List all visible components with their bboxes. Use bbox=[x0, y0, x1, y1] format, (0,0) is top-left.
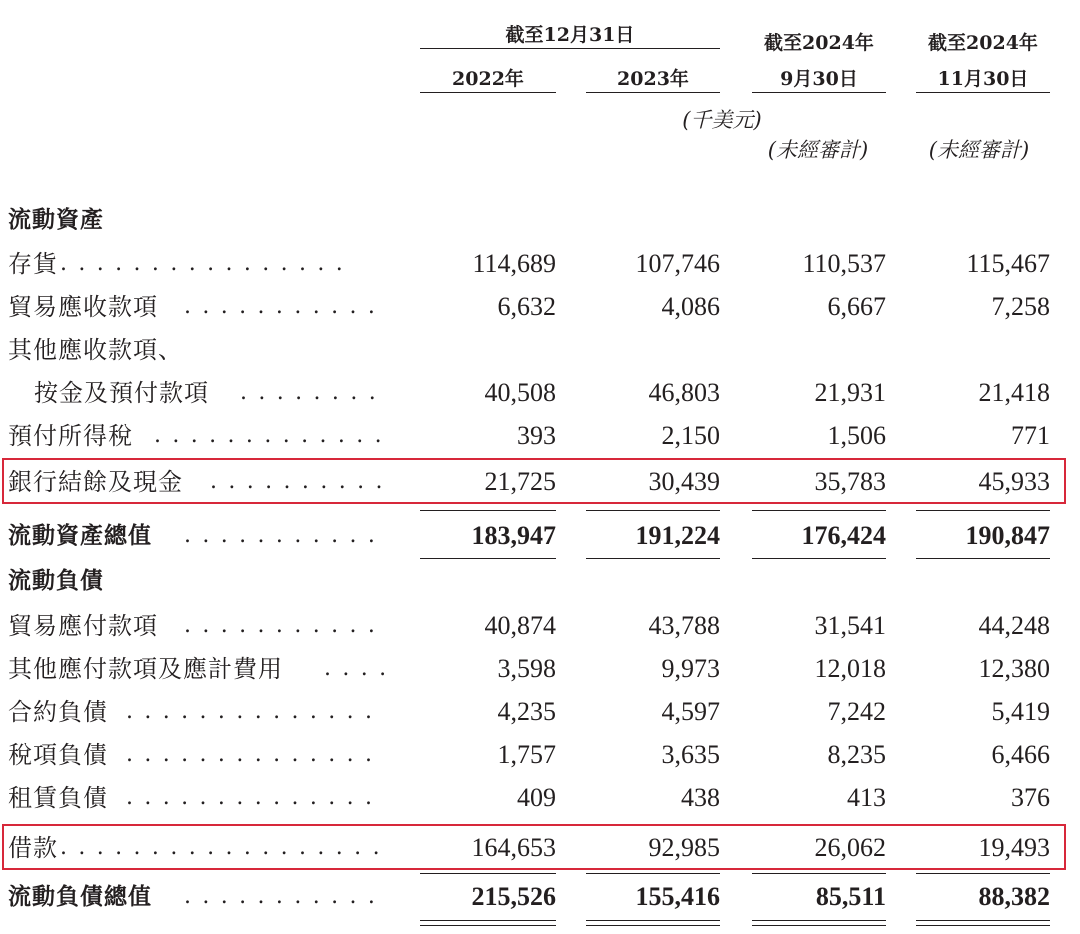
row-label: 預付所得稅 bbox=[8, 422, 133, 450]
leader-dots: . . . . . . . . . . . . . . . . . . bbox=[60, 835, 382, 860]
table-row-trade-receivables bbox=[0, 287, 1080, 327]
table-row-total-current-assets bbox=[0, 516, 1080, 556]
total-rule-2023 bbox=[586, 558, 720, 559]
leader-dots: . . . . . . . . . . . . . bbox=[154, 423, 384, 448]
cell-2022: 393 bbox=[517, 421, 556, 450]
leader-dots: . . . . . . . . . . . . . . bbox=[126, 785, 375, 810]
cell-2022: 114,689 bbox=[472, 249, 556, 278]
cell-nov2024: 44,248 bbox=[978, 611, 1050, 640]
leader-dots: . . . . . . . . . . . bbox=[184, 884, 378, 909]
row-label: 存貨 bbox=[8, 250, 58, 278]
table-row-total-current-liabilities bbox=[0, 877, 1080, 917]
leader-dots: . . . . . . . . . . bbox=[210, 469, 385, 494]
leader-dots: . . . . . . . . . . . . . . bbox=[126, 742, 375, 767]
cell-2023: 4,597 bbox=[661, 697, 720, 726]
cell-sep2024: 85,511 bbox=[815, 882, 886, 911]
header-rule-nov2024 bbox=[916, 92, 1050, 93]
row-label: 其他應收款項、 bbox=[8, 336, 183, 364]
cell-nov2024: 771 bbox=[1011, 421, 1050, 450]
double-rule-nov2024 bbox=[916, 920, 1050, 926]
header-rule-2023 bbox=[586, 92, 720, 93]
row-label: 其他應付款項及應計費用 bbox=[8, 655, 283, 683]
double-rule-2023 bbox=[586, 920, 720, 926]
unit-label: (千美元) bbox=[682, 108, 762, 132]
row-label: 租賃負債 bbox=[8, 784, 108, 812]
cell-sep2024: 35,783 bbox=[814, 467, 886, 496]
table-row-tax-liabilities bbox=[0, 735, 1080, 775]
header-col-2023: 2023年 bbox=[617, 68, 689, 90]
row-label: 借款 bbox=[8, 834, 58, 862]
cell-nov2024: 6,466 bbox=[991, 740, 1050, 769]
table-row-other-receivables bbox=[0, 373, 1080, 413]
sum-rule-nov2024 bbox=[916, 873, 1050, 874]
sum-rule-2022 bbox=[420, 873, 556, 874]
leader-dots: . . . . . . . . bbox=[240, 380, 378, 405]
cell-2022: 3,598 bbox=[497, 654, 556, 683]
cell-2023: 191,224 bbox=[635, 521, 720, 550]
double-rule-sep2024 bbox=[752, 920, 886, 926]
cell-nov2024: 376 bbox=[1011, 783, 1050, 812]
header-col-2022: 2022年 bbox=[452, 68, 524, 90]
cell-2022: 183,947 bbox=[471, 521, 556, 550]
leader-dots: . . . . . . . . . . . . . . . . bbox=[60, 251, 345, 276]
row-label: 貿易應付款項 bbox=[8, 612, 158, 640]
section-title: 流動負債 bbox=[8, 568, 104, 594]
table-row-lease-liabilities bbox=[0, 778, 1080, 818]
sum-rule-2022 bbox=[420, 510, 556, 511]
header-col-sep2024-line2: 9月30日 bbox=[780, 68, 858, 90]
cell-nov2024: 88,382 bbox=[978, 882, 1050, 911]
total-rule-2022 bbox=[420, 558, 556, 559]
cell-2022: 4,235 bbox=[497, 697, 556, 726]
cell-2022: 21,725 bbox=[484, 467, 556, 496]
table-row-inventory bbox=[0, 244, 1080, 284]
cell-sep2024: 12,018 bbox=[814, 654, 886, 683]
sum-rule-nov2024 bbox=[916, 510, 1050, 511]
cell-sep2024: 7,242 bbox=[827, 697, 886, 726]
cell-sep2024: 21,931 bbox=[814, 378, 886, 407]
cell-2023: 107,746 bbox=[635, 249, 720, 278]
cell-2022: 215,526 bbox=[471, 882, 556, 911]
section-title: 流動資產 bbox=[8, 207, 104, 233]
table-row-trade-payables bbox=[0, 606, 1080, 646]
highlight-box-borrowings bbox=[2, 824, 1066, 870]
cell-2023: 30,439 bbox=[648, 467, 720, 496]
row-label: 流動負債總值 bbox=[8, 884, 152, 910]
cell-2022: 164,653 bbox=[471, 833, 556, 862]
unaudited-label-sep: (未經審計) bbox=[767, 138, 869, 162]
sum-rule-2023 bbox=[586, 873, 720, 874]
section-current-liabilities bbox=[0, 561, 1080, 601]
cell-sep2024: 26,062 bbox=[814, 833, 886, 862]
cell-2023: 4,086 bbox=[661, 292, 720, 321]
row-label: 稅項負債 bbox=[8, 741, 108, 769]
leader-dots: . . . . . . . . . . . bbox=[184, 294, 378, 319]
table-row-other-payables-accruals bbox=[0, 649, 1080, 689]
highlight-box-bank-balances bbox=[2, 458, 1066, 504]
cell-2022: 1,757 bbox=[497, 740, 556, 769]
cell-nov2024: 7,258 bbox=[991, 292, 1050, 321]
header-col-sep2024-line1: 截至2024年 bbox=[764, 32, 874, 54]
sum-rule-sep2024 bbox=[752, 510, 886, 511]
cell-2022: 40,508 bbox=[484, 378, 556, 407]
section-current-assets bbox=[0, 200, 1080, 240]
leader-dots: . . . . bbox=[324, 656, 389, 681]
row-label: 貿易應收款項 bbox=[8, 293, 158, 321]
row-label: 合約負債 bbox=[8, 698, 108, 726]
table-row-contract-liabilities bbox=[0, 692, 1080, 732]
cell-2023: 3,635 bbox=[661, 740, 720, 769]
cell-2023: 92,985 bbox=[648, 833, 720, 862]
header-col-nov2024-line1: 截至2024年 bbox=[928, 32, 1038, 54]
cell-nov2024: 190,847 bbox=[965, 521, 1050, 550]
cell-2022: 40,874 bbox=[484, 611, 556, 640]
leader-dots: . . . . . . . . . . . . . . bbox=[126, 699, 375, 724]
cell-sep2024: 6,667 bbox=[827, 292, 886, 321]
table-row-prepaid-income-tax bbox=[0, 416, 1080, 456]
cell-nov2024: 12,380 bbox=[978, 654, 1050, 683]
header-rule-2022 bbox=[420, 92, 556, 93]
cell-sep2024: 31,541 bbox=[814, 611, 886, 640]
header-group-title: 截至12月31日 bbox=[505, 24, 635, 46]
header-rule-sep2024 bbox=[752, 92, 886, 93]
row-label: 流動資產總值 bbox=[8, 523, 152, 549]
leader-dots: . . . . . . . . . . . bbox=[184, 523, 378, 548]
sum-rule-sep2024 bbox=[752, 873, 886, 874]
leader-dots: . . . . . . . . . . . bbox=[184, 613, 378, 638]
unaudited-label-nov: (未經審計) bbox=[928, 138, 1030, 162]
header-group-rule bbox=[420, 48, 720, 49]
total-rule-sep2024 bbox=[752, 558, 886, 559]
double-rule-2022 bbox=[420, 920, 556, 926]
cell-sep2024: 1,506 bbox=[827, 421, 886, 450]
cell-2022: 409 bbox=[517, 783, 556, 812]
cell-2023: 43,788 bbox=[648, 611, 720, 640]
cell-nov2024: 21,418 bbox=[978, 378, 1050, 407]
cell-2022: 6,632 bbox=[497, 292, 556, 321]
row-label: 按金及預付款項 bbox=[34, 379, 209, 407]
cell-2023: 438 bbox=[681, 783, 720, 812]
cell-nov2024: 5,419 bbox=[991, 697, 1050, 726]
cell-nov2024: 19,493 bbox=[978, 833, 1050, 862]
table-row-other-receivables-line1 bbox=[0, 330, 1080, 370]
row-label: 銀行結餘及現金 bbox=[8, 468, 183, 496]
cell-2023: 155,416 bbox=[635, 882, 720, 911]
cell-2023: 2,150 bbox=[661, 421, 720, 450]
cell-nov2024: 115,467 bbox=[966, 249, 1050, 278]
cell-sep2024: 176,424 bbox=[801, 521, 886, 550]
cell-sep2024: 8,235 bbox=[827, 740, 886, 769]
total-rule-nov2024 bbox=[916, 558, 1050, 559]
cell-sep2024: 110,537 bbox=[802, 249, 886, 278]
sum-rule-2023 bbox=[586, 510, 720, 511]
cell-2023: 46,803 bbox=[648, 378, 720, 407]
cell-nov2024: 45,933 bbox=[978, 467, 1050, 496]
cell-2023: 9,973 bbox=[661, 654, 720, 683]
header-col-nov2024-line2: 11月30日 bbox=[937, 68, 1029, 90]
cell-sep2024: 413 bbox=[847, 783, 886, 812]
